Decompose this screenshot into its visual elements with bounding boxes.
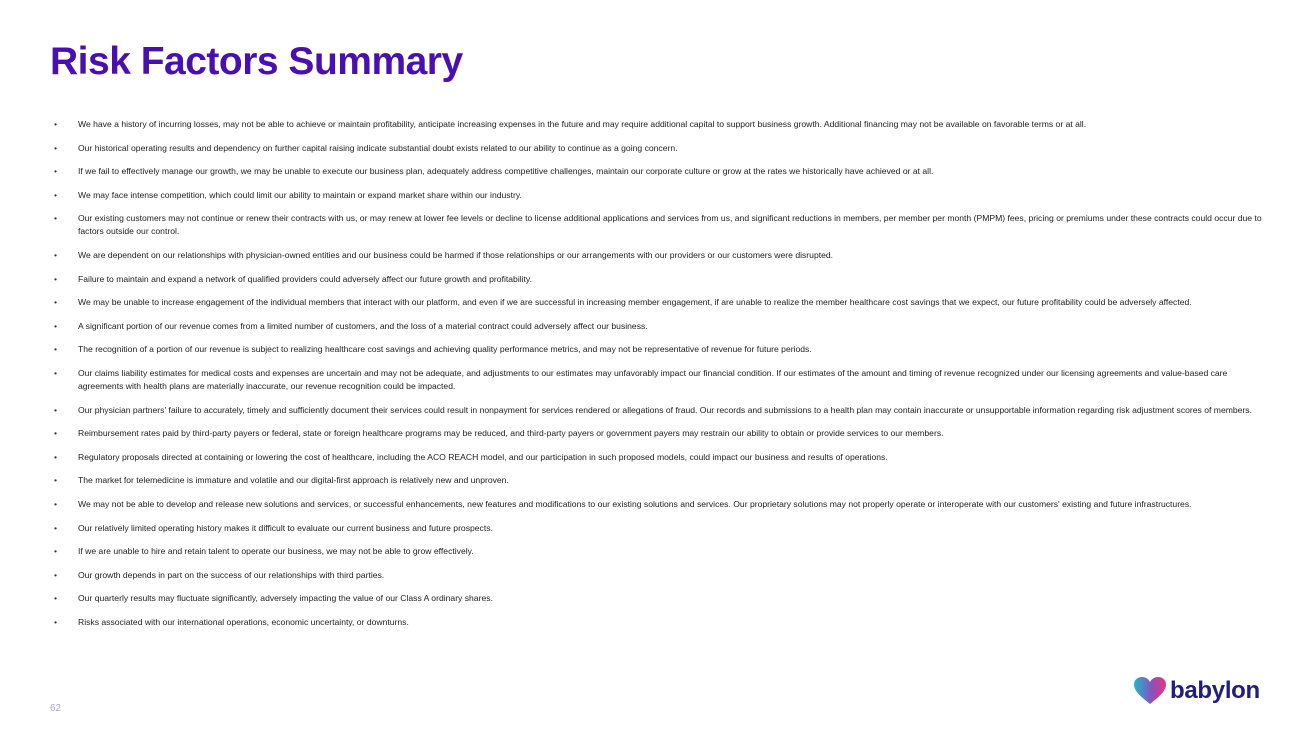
risk-factors-list [54,118,1264,639]
risk-text: We are dependent on our relationships with physician-owned entities and our business could be harmed if those relationships or our arrangements with our providers or our customers were disrupted. [78,249,834,260]
risk-item [54,118,1264,131]
risk-item [54,165,1264,178]
risk-text: Regulatory proposals directed at containing or lowering the cost of healthcare, including the ACO REACH model, and our participation in such proposed models, could impact our business and results of operations. [78,451,888,462]
risk-item [54,296,1264,309]
risk-text: The market for telemedicine is immature and volatile and our digital-first approach is relatively new and unproven. [78,475,509,486]
risk-text: Our historical operating results and dependency on further capital raising indicate substantial doubt exists related to our ability to continue as a going concern. [78,142,678,153]
bullet-icon: • [54,522,58,533]
risk-item [54,249,1264,262]
risk-text: Our relatively limited operating history makes it difficult to evaluate our current business and future prospects. [78,522,493,533]
risk-item [54,474,1264,487]
logo-text: babylon [1170,677,1260,704]
bullet-icon: • [54,119,58,129]
bullet-icon: • [54,428,58,439]
risk-text: The recognition of a portion of our revenue is subject to realizing healthcare cost savings and achieving quality performance metrics, and may not be representative of revenue for future periods. [78,344,812,355]
risk-text: If we fail to effectively manage our growth, we may be unable to execute our business plan, adequately address competitive challenges, maintain our corporate culture or grow at the rates we historically have achieved or at all. [78,166,934,177]
risk-text: Our growth depends in part on the success of our relationships with third parties. [78,569,385,580]
risk-text: Reimbursement rates paid by third-party payers or federal, state or foreign healthcare programs may be reduced, and third-party payers or government payers may restrain our ability to obtain or provide services to our members. [78,428,944,439]
risk-text: We have a history of incurring losses, may not be able to achieve or maintain profitability, anticipate increasing expenses in the future and may require additional capital to support business growth. Additional financing may not be available on favorable terms or at all. [78,119,1087,129]
risk-item [54,343,1264,356]
risk-text: We may not be able to develop and release new solutions and services, or successful enhancements, new features and modifications to our existing solutions and services. Our proprietary solutions may not properly operate or interoperate with our customers' existing and future infrastructures. [78,498,1192,509]
bullet-icon: • [54,297,58,308]
bullet-icon: • [54,367,58,378]
bullet-icon: • [54,320,58,331]
bullet-icon: • [54,166,58,177]
risk-text: A significant portion of our revenue comes from a limited number of customers, and the loss of a material contract could adversely affect our business. [78,320,648,331]
risk-text: Our quarterly results may fluctuate significantly, adversely impacting the value of our Class A ordinary shares. [78,593,493,604]
heart-icon [1133,676,1167,706]
bullet-icon: • [54,593,58,604]
bullet-icon: • [54,344,58,355]
risk-text: Our claims liability estimates for medical costs and expenses are uncertain and may not be adequate, and adjustments to our estimates may unfavorably impact our financial condition. If our estimates of the amount and timing of revenue recognized under our licensing agreements and value-based care agreements with health plans are materially inaccurate, our revenue recognition could be impacted. [78,367,1228,391]
risk-text: Failure to maintain and expand a network of qualified providers could adversely affect our future growth and profitability. [78,273,532,284]
risk-text: If we are unable to hire and retain talent to operate our business, we may not be able to grow effectively. [78,546,474,557]
bullet-icon: • [54,475,58,486]
risk-item [54,545,1264,558]
bullet-icon: • [54,546,58,557]
bullet-icon: • [54,213,58,224]
bullet-icon: • [54,273,58,284]
risk-item [54,320,1264,333]
bullet-icon: • [54,616,58,627]
bullet-icon: • [54,451,58,462]
risk-item [54,367,1264,393]
babylon-logo [1133,676,1260,706]
risk-item [54,451,1264,464]
risk-text: Risks associated with our international operations, economic uncertainty, or downturns. [78,616,409,627]
bullet-icon: • [54,249,58,260]
risk-text: We may be unable to increase engagement of the individual members that interact with our platform, and even if we are successful in increasing member engagement, if are unable to realize the member healthcare cost savings that we expect, our future profitability could be adversely affected. [78,297,1192,308]
risk-item [54,592,1264,605]
risk-item [54,212,1264,238]
risk-item [54,569,1264,582]
risk-item [54,427,1264,440]
bullet-icon: • [54,498,58,509]
risk-item [54,189,1264,202]
risk-text: Our existing customers may not continue or renew their contracts with us, or may renew at lower fee levels or decline to license additional applications and services from us, and significant reductions in members, per member per month (PMPM) fees, pricing or premiums under these contracts could occur due to factors outside our control. [78,213,1262,237]
page-number: 62 [50,703,62,714]
page-title: Risk Factors Summary [50,40,463,83]
risk-item [54,142,1264,155]
risk-item [54,498,1264,511]
bullet-icon: • [54,142,58,153]
bullet-icon: • [54,569,58,580]
risk-text: We may face intense competition, which could limit our ability to maintain or expand market share within our industry. [78,189,522,200]
risk-item [54,273,1264,286]
risk-item [54,522,1264,535]
bullet-icon: • [54,189,58,200]
risk-item [54,616,1264,629]
bullet-icon: • [54,404,58,415]
risk-text: Our physician partners' failure to accurately, timely and sufficiently document their services could result in nonpayment for services rendered or allegations of fraud. Our records and submissions to a health plan may contain inaccurate or unsupportable information regarding risk adjustment scores of members. [78,404,1252,415]
risk-item [54,404,1264,417]
